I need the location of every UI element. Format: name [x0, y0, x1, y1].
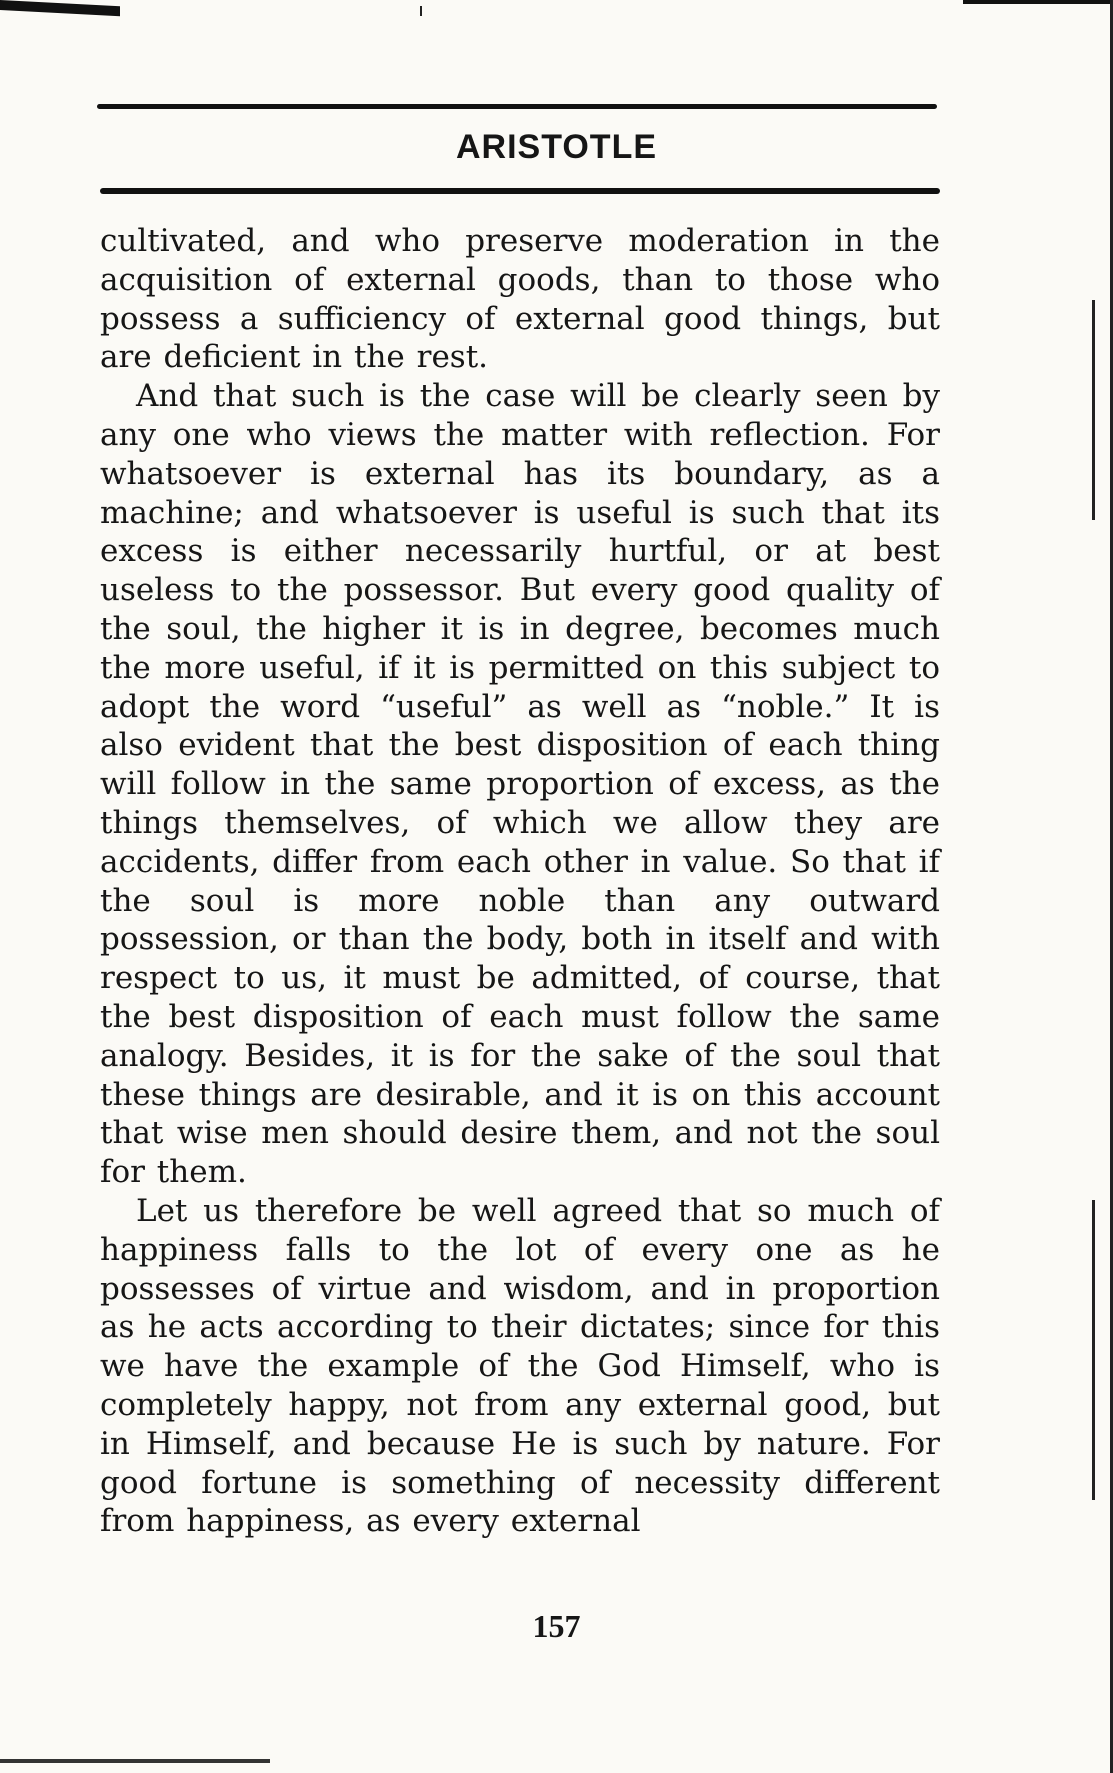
header-rule-top	[97, 104, 937, 109]
running-head: ARISTOTLE	[455, 128, 658, 166]
scan-shadow-mark	[1092, 1200, 1095, 1500]
scan-edge-line	[963, 0, 1113, 4]
scan-bottom-mark	[0, 1759, 270, 1763]
scan-tick-mark	[420, 6, 422, 16]
body-text	[100, 222, 940, 1541]
paragraph: Let us therefore be well agreed that so much of happiness falls to the lot of every one as he possesses of virtue and wisdom, and in proportion as he acts according to their dictates; since for this we have the example of the God Himself, who is completely happy, not from any external good, but in Himself, and because He is such by nature. For good fortune is something of necessity different from happiness, as every external	[100, 1192, 940, 1540]
scan-shadow-mark	[1092, 300, 1095, 520]
paragraph-continued: cultivated, and who preserve moderation in the acquisition of external goods, than to those who possess a sufficiency of external good things, but are deficient in the rest.	[100, 223, 940, 376]
page-number: 157	[532, 1608, 581, 1644]
scan-corner-mark	[0, 0, 120, 16]
header-rule-bottom	[100, 188, 940, 194]
paragraph: And that such is the case will be clearly seen by any one who views the matter with reflection. For whatsoever is external has its boundary, as a machine; and whatsoever is useful is such that its excess is either necessarily hurtful, or at best useless to the possessor. But every good quality of the soul, the higher it is in degree, becomes much the more useful, if it is permitted on this subject to adopt the word “useful” as well as “noble.” It is also evident that the best disposition of each thing will follow in the same proportion of excess, as the things themselves, of which we allow they are accidents, differ from each other in value. So that if the soul is more noble than any outward possession, or than the body, both in itself and with respect to us, it must be admitted, of course, that the best disposition of each must follow the same analogy. Besides, it is for the sake of the soul that these things are desirable, and it is on this account that wise men should desire them, and not the soul for them.	[100, 378, 940, 1191]
